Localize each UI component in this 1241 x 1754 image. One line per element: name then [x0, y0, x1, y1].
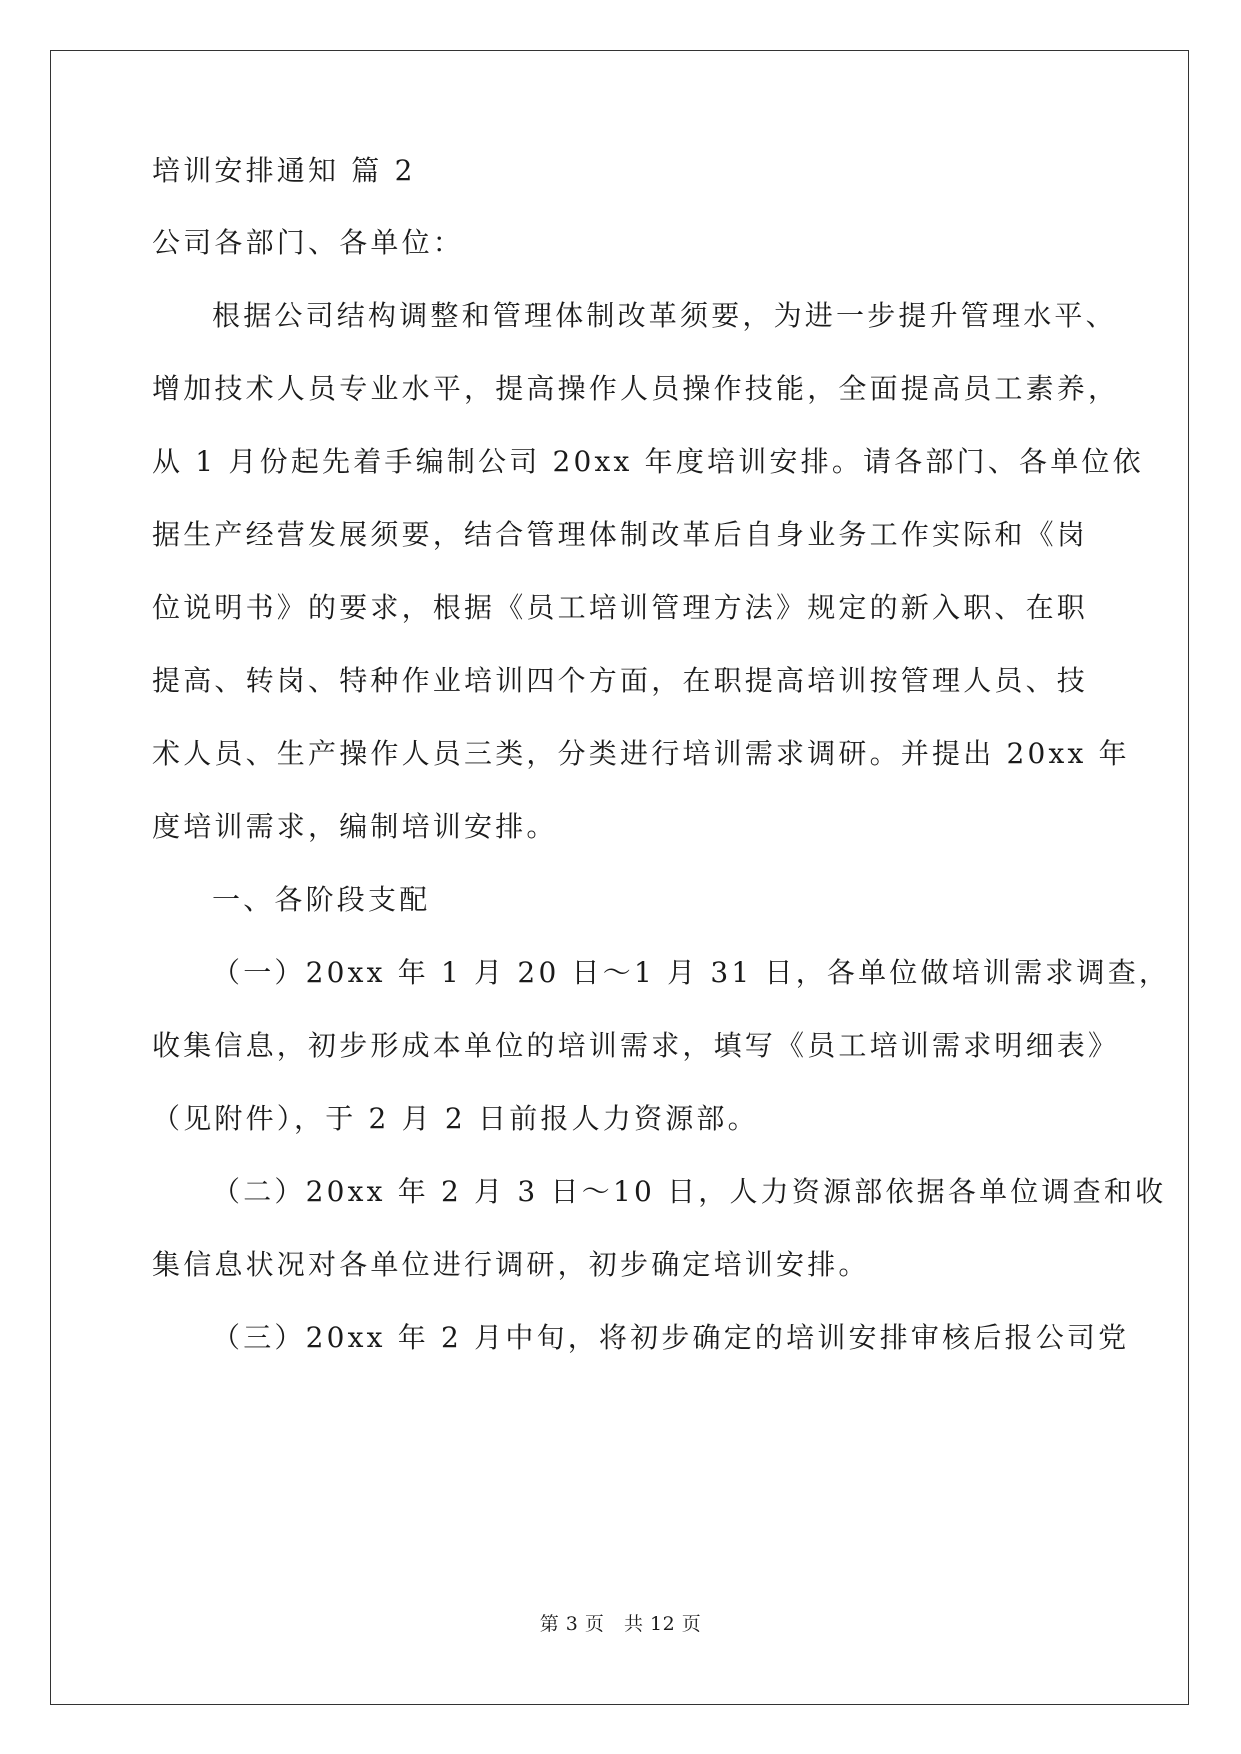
paragraph-line: （三）20xx 年 2 月中旬，将初步确定的培训安排审核后报公司党: [212, 1321, 1130, 1354]
paragraph-line: 根据公司结构调整和管理体制改革须要，为进一步提升管理水平、: [212, 299, 1117, 332]
paragraph-line: 增加技术人员专业水平，提高操作人员操作技能，全面提高员工素养，: [152, 372, 1120, 405]
paragraph-line: 提高、转岗、特种作业培训四个方面，在职提高培训按管理人员、技: [152, 664, 1089, 697]
paragraph-line: 集信息状况对各单位进行调研，初步确定培训安排。: [152, 1248, 870, 1281]
paragraph-line: （二）20xx 年 2 月 3 日～10 日，人力资源部依据各单位调查和收: [212, 1175, 1167, 1208]
document-heading: 培训安排通知 篇 2: [152, 154, 416, 187]
salutation: 公司各部门、各单位：: [152, 226, 465, 259]
paragraph-line: 度培训需求，编制培训安排。: [152, 810, 558, 843]
paragraph-line: 术人员、生产操作人员三类，分类进行培训需求调研。并提出 20xx 年: [152, 737, 1130, 770]
paragraph-line: 收集信息，初步形成本单位的培训需求，填写《员工培训需求明细表》: [152, 1029, 1120, 1062]
paragraph-line: 从 1 月份起先着手编制公司 20xx 年度培训安排。请各部门、各单位依: [152, 445, 1144, 478]
paragraph-line: （一）20xx 年 1 月 20 日～1 月 31 日，各单位做培训需求调查，: [212, 956, 1171, 989]
paragraph-line: 位说明书》的要求，根据《员工培训管理方法》规定的新入职、在职: [152, 591, 1089, 624]
page-number-footer: 第 3 页 共 12 页: [539, 1613, 702, 1635]
paragraph-line: 据生产经营发展须要，结合管理体制改革后自身业务工作实际和《岗: [152, 518, 1089, 551]
section-heading: 一、各阶段支配: [212, 883, 431, 916]
paragraph-line: （见附件），于 2 月 2 日前报人力资源部。: [152, 1102, 759, 1135]
